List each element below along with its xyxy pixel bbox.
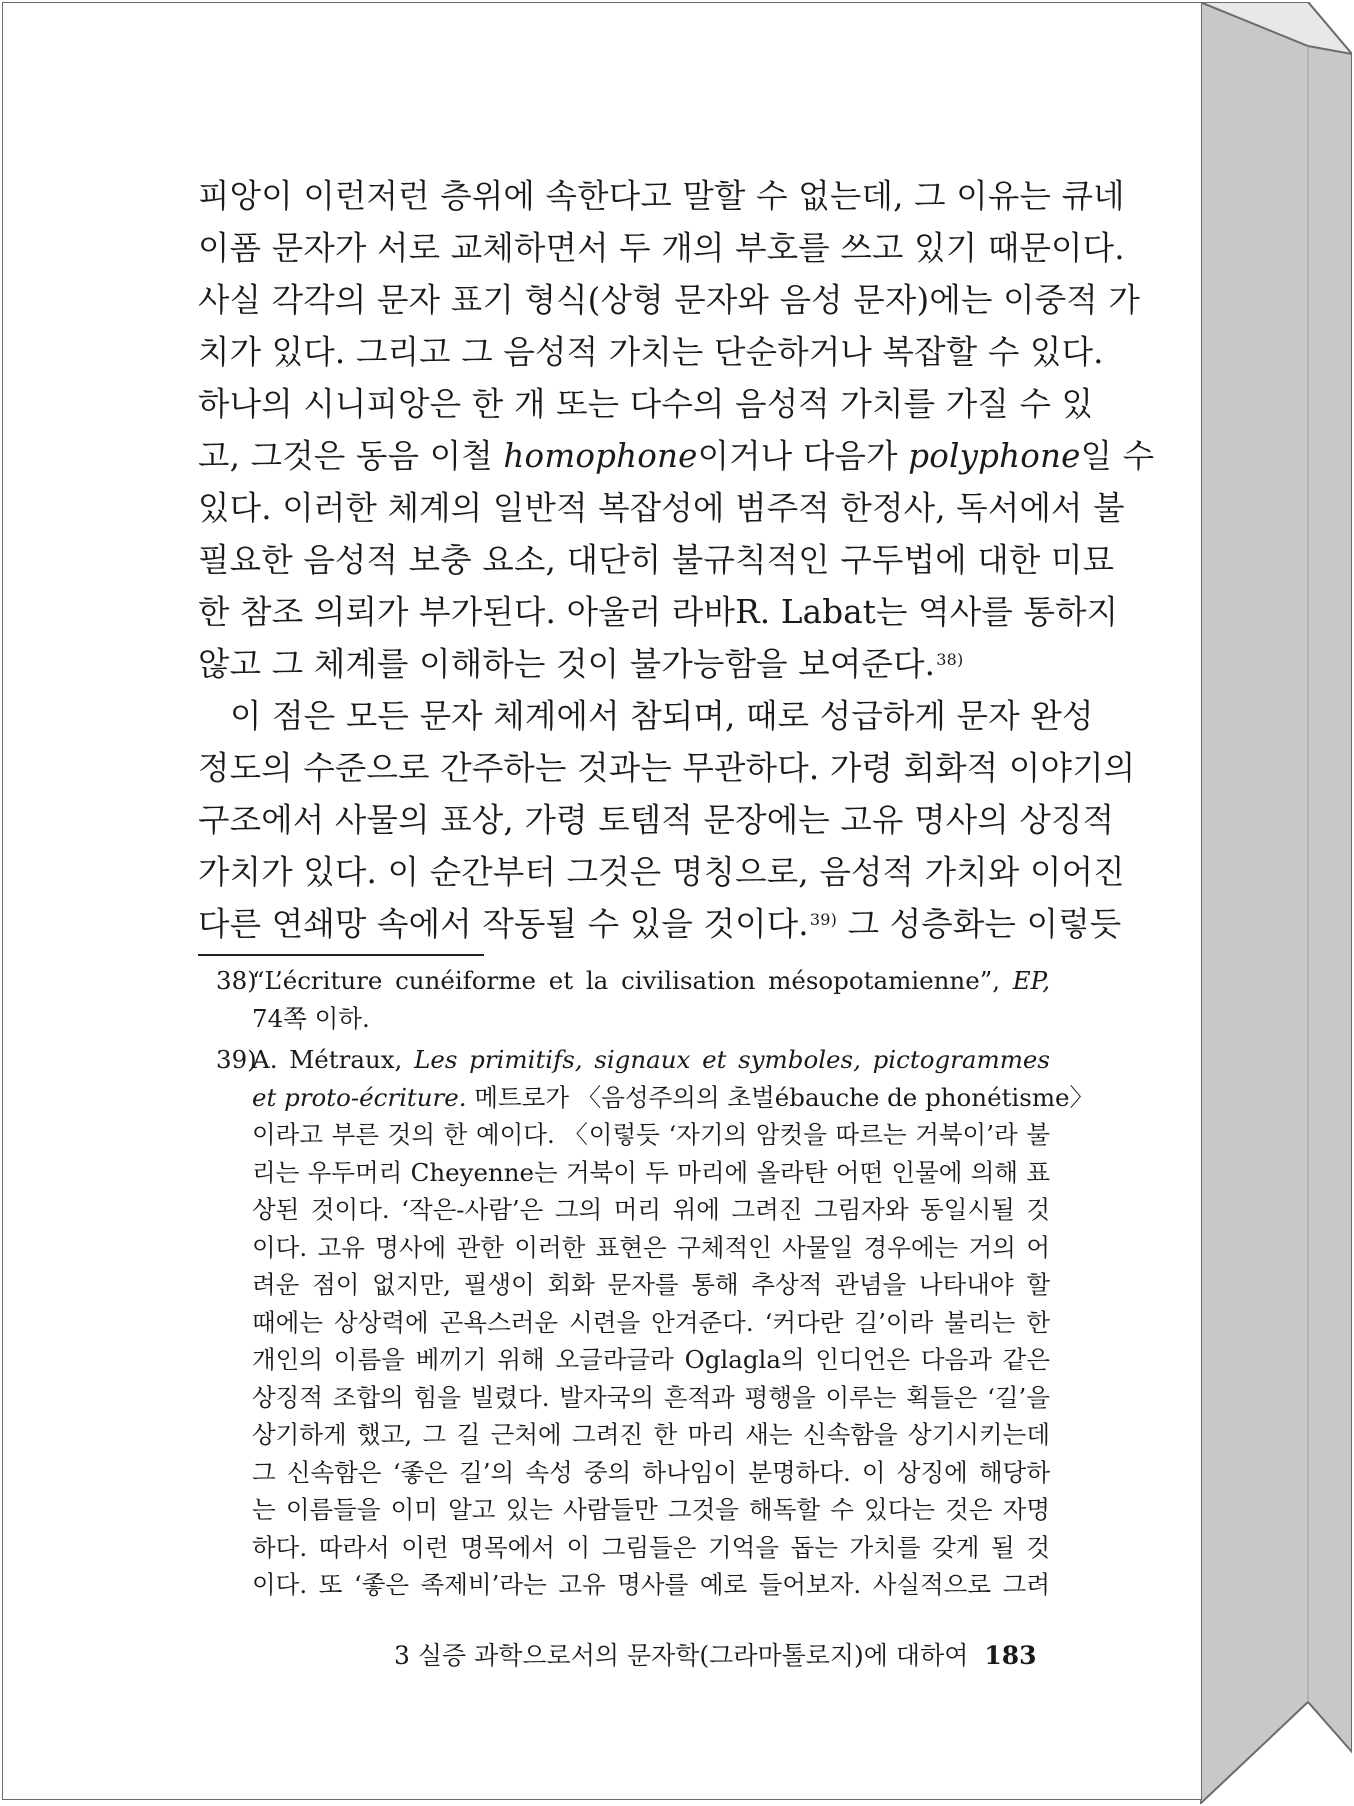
running-title: 3 실증 과학으로서의 문자학(그라마톨로지)에 대하여 [394,1641,969,1670]
footnote-line: 이다. 고유 명사에 관한 이러한 표현은 구체적인 사물일 경우에는 거의 어 [252,1232,1050,1262]
text-line: 가치가 있다. 이 순간부터 그것은 명칭으로, 음성적 가치와 이어진 [198,853,1125,891]
footnote-line: 그 신속함은 ‘좋은 길’의 속성 중의 하나임이 분명하다. 이 상징에 해당하 [252,1457,1050,1487]
book-spine-edge [1200,2,1352,1804]
text-segment: 이거나 다음가 [697,437,898,475]
footnotes [216,962,1095,1604]
footnote-line: 상징적 조합의 힘을 빌렸다. 발자국의 흔적과 평행을 이루는 획들은 ‘길’을 [252,1382,1050,1412]
footnote-ref-38[interactable]: 38) [936,650,964,669]
text-line: 하나의 시니피앙은 한 개 또는 다수의 음성적 가치를 가질 수 있 [198,385,1094,423]
text-line: 있다. 이러한 체계의 일반적 복잡성에 범주적 한정사, 독서에서 불 [198,489,1125,527]
text-segment: 고, 그것은 동음 이철 [198,437,493,475]
running-footer [394,1636,1037,1672]
text-line [198,430,1155,482]
text-segment: 않고 그 체계를 이해하는 것이 불가능함을 보여준다. [198,645,936,683]
text-segment: 일 수 [1080,437,1155,475]
footnote-divider [198,954,484,956]
main-text [198,170,1155,950]
footnote-39 [216,1041,1095,1604]
footnote-line: 상된 것이다. ‘작은-사람’은 그의 머리 위에 그려진 그림자와 동일시될 것 [252,1195,1050,1224]
text-line: 구조에서 사물의 표상, 가령 토템적 문장에는 고유 명사의 상징적 [198,801,1115,839]
footnote-38 [218,962,1050,1037]
italic-term: et proto-écriture. [252,1082,467,1112]
paragraph-2 [198,690,1136,950]
text-line: 이폼 문자가 서로 교체하면서 두 개의 부호를 쓰고 있기 때문이다. [198,229,1125,267]
footnote-line: 이다. 또 ‘좋은 족제비’라는 고유 명사를 예로 들어보자. 사실적으로 그려 [252,1570,1050,1599]
text-line: 피앙이 이런저런 층위에 속한다고 말할 수 없는데, 그 이유는 큐네 [198,177,1125,215]
text-line: 이 점은 모든 문자 체계에서 참되며, 때로 성급하게 문자 완성 [230,697,1094,735]
text-line: 치가 있다. 그리고 그 음성적 가치는 단순하거나 복잡할 수 있다. [198,333,1104,371]
text-segment: 다른 연쇄망 속에서 작동될 수 있을 것이다. [198,905,809,943]
footnote-line: 개인의 이름을 베끼기 위해 오글라글라 Oglagla의 인디언은 다음과 같은 [252,1345,1050,1374]
footnote-line [252,1041,1050,1079]
footnote-line: 는 이름들을 이미 알고 있는 사람들만 그것을 해독할 수 있다는 것은 자명 [252,1495,1050,1524]
footnote-line: 74쪽 이하. [252,1003,370,1033]
italic-term: homophone [503,437,698,475]
italic-term: polyphone [908,437,1081,475]
footnote-number: 39) [216,1045,257,1074]
text-line: 정도의 수준으로 간주하는 것과는 무관하다. 가령 회화적 이야기의 [198,749,1136,787]
page-number: 183 [984,1641,1037,1670]
footnote-line [252,1079,1095,1117]
italic-term: EP, [1012,966,1050,995]
footnote-line: 하다. 따라서 이런 명목에서 이 그림들은 기억을 돕는 가치를 갖게 될 것 [252,1532,1050,1562]
text-line: 사실 각각의 문자 표기 형식(상형 문자와 음성 문자)에는 이중적 가 [198,281,1141,319]
text-line [198,898,1122,950]
footnote-number: 38) [216,966,257,995]
footnote-line: 려운 점이 없지만, 필생이 회화 문자를 통해 추상적 관념을 나타내야 할 [252,1270,1050,1299]
paragraph-1 [198,170,1155,690]
text-segment: 그 성층화는 이렇듯 [837,905,1122,943]
text-segment: 메트로가 〈음성주의의 초벌ébauche de phonétisme〉 [474,1082,1095,1112]
text-line: 필요한 음성적 보충 요소, 대단히 불규칙적인 구두법에 대한 미묘 [198,541,1115,579]
italic-term: Les primitifs, signaux et symboles, pictogrammes [414,1045,1050,1074]
text-line: 한 참조 의뢰가 부가된다. 아울러 라바R. Labat는 역사를 통하지 [198,593,1119,631]
footnote-line: 이라고 부른 것의 한 예이다. 〈이렇듯 ‘자기의 암컷을 따르는 거북이’라 불 [252,1120,1050,1149]
footnote-line: 리는 우두머리 Cheyenne는 거북이 두 마리에 올라탄 어떤 인물에 의해 표 [252,1157,1050,1187]
footnote-line: 때에는 상상력에 곤욕스러운 시련을 안겨준다. ‘커다란 길’이라 불리는 한 [252,1307,1050,1337]
text-segment: “L’écriture cunéiforme et la civilisation mésopotamienne”, [252,966,1001,995]
footnote-line: 상기하게 했고, 그 길 근처에 그려진 한 마리 새는 신속함을 상기시키는데 [252,1420,1050,1449]
text-segment: A. Métraux, [252,1045,403,1074]
text-line [198,638,1050,690]
footnote-line [252,962,1050,1000]
footnote-ref-39[interactable]: 39) [809,910,838,929]
